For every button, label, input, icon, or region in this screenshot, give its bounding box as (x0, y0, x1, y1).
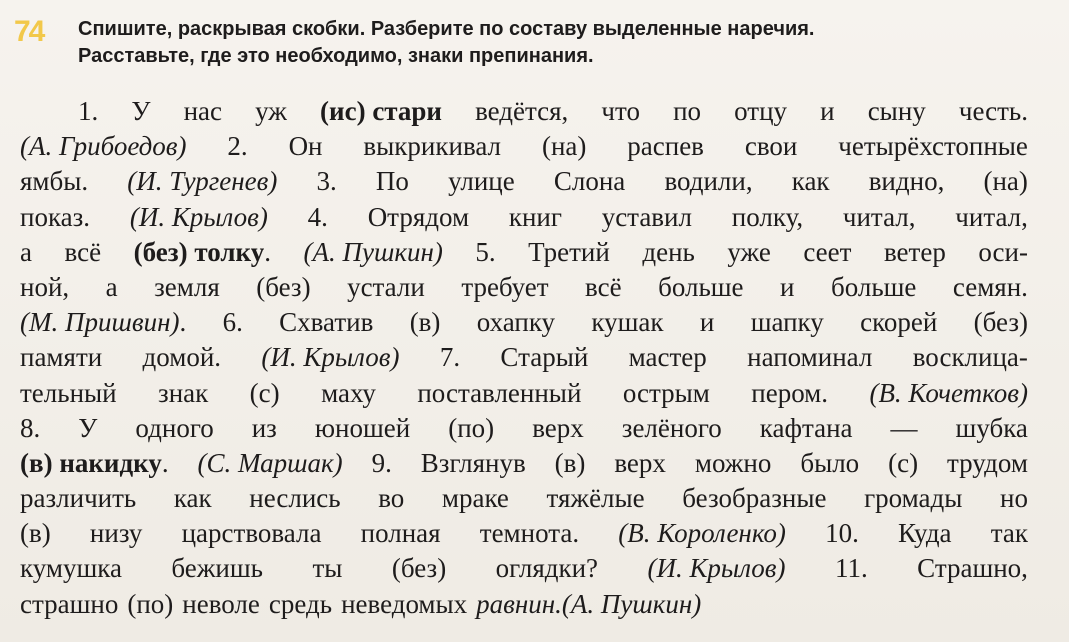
text-line (20, 411, 1028, 446)
word: уж (255, 96, 287, 126)
word: как (791, 166, 830, 197)
word: Он (288, 131, 323, 162)
word: знак (158, 377, 209, 408)
word: водили, (664, 166, 753, 197)
word: больше (830, 271, 917, 302)
word: напоминал (747, 342, 873, 373)
author-attribution: (В. Кочетков) (869, 377, 1028, 408)
word: юношей (314, 412, 411, 443)
highlighted-adverb: (ис) стари (320, 96, 442, 126)
word: Третий (528, 236, 610, 267)
word: поставленный (417, 377, 582, 408)
word: видно, (868, 166, 945, 197)
word: ведётся, (475, 96, 569, 126)
word: — (890, 412, 918, 443)
word: 7. (439, 342, 461, 373)
word-group (20, 446, 169, 481)
word: пером. (751, 377, 829, 408)
exercise-task (78, 16, 1048, 70)
task-line: Расставьте, где это необходимо, знаки препинания. (78, 45, 594, 67)
word: оси- (978, 236, 1028, 267)
text-line (20, 235, 1028, 270)
word: всё (64, 236, 102, 267)
word: 8. (20, 412, 41, 443)
word: из (251, 412, 277, 443)
text-line (20, 551, 1028, 586)
word-group (20, 305, 186, 340)
text-line (20, 516, 1028, 551)
word: полная (360, 518, 441, 549)
word: честь. (958, 96, 1028, 126)
word: зелёного (621, 412, 722, 443)
word: нас (183, 96, 223, 126)
word: кумушка (20, 553, 122, 584)
word: сеет (803, 236, 852, 267)
word: мастер (628, 342, 707, 373)
word: громады (864, 483, 963, 514)
word: распев (627, 131, 704, 162)
word: маху (321, 377, 376, 408)
word: и (699, 307, 715, 338)
text-line (20, 340, 1028, 375)
word: различить (20, 483, 137, 514)
word: (по) (127, 588, 174, 619)
word: средь (268, 588, 333, 619)
word: Куда (898, 518, 952, 549)
word: У (78, 412, 98, 443)
text-line (20, 94, 1028, 129)
word: ты (312, 553, 343, 584)
word: шапку (750, 307, 824, 338)
word: (без) (256, 271, 311, 302)
word: ямбы. (20, 166, 89, 197)
word: (на) (541, 131, 587, 162)
word: читал, (955, 201, 1028, 232)
word: семян. (952, 271, 1028, 302)
word: полку, (731, 201, 804, 232)
word: а (105, 271, 118, 302)
word: 3. (316, 166, 337, 197)
word: неволе (182, 588, 260, 619)
word: верх (614, 447, 666, 478)
text-line (20, 129, 1028, 164)
word: книг (508, 201, 562, 232)
word: одного (135, 412, 214, 443)
word: Схватив (279, 307, 374, 338)
word: (по) (448, 412, 495, 443)
word: кушак (591, 307, 664, 338)
word: У (131, 96, 151, 126)
word: уставил (601, 201, 692, 232)
word: и (780, 271, 795, 302)
text-line (20, 481, 1028, 516)
word: острым (622, 377, 710, 408)
punctuation: . (179, 307, 187, 338)
word: показ. (20, 201, 91, 232)
word: было (800, 447, 860, 478)
word: неслись (249, 483, 341, 514)
word: и (820, 96, 835, 126)
text-line (20, 305, 1028, 340)
word: уже (727, 236, 771, 267)
word: охапку (476, 307, 556, 338)
text-line (20, 270, 1028, 305)
word: устали (347, 271, 425, 302)
author-attribution: (И. Тургенев) (127, 166, 278, 197)
word: восклица- (912, 342, 1028, 373)
text-line (20, 446, 1028, 481)
word: (без) (973, 307, 1028, 338)
word: домой. (142, 342, 222, 373)
word: 11. (834, 553, 868, 584)
word: улице (448, 166, 515, 197)
word: читал, (842, 201, 916, 232)
word: Страшно, (917, 553, 1028, 584)
author-attribution: (С. Маршак) (197, 447, 343, 478)
author-attribution: (И. Крылов) (647, 553, 786, 584)
word: трудом (947, 447, 1028, 478)
word: безобразные (682, 483, 827, 514)
word: всё (585, 271, 622, 302)
word: земля (154, 271, 220, 302)
word: что (601, 96, 640, 126)
word: верх (532, 412, 584, 443)
word: (в) (554, 447, 586, 478)
word: больше (658, 271, 744, 302)
text-line (20, 376, 1028, 411)
word: 1. (78, 96, 99, 126)
word: памяти (20, 342, 103, 373)
word: (с) (249, 377, 280, 408)
word: шубка (955, 412, 1028, 443)
word: 6. (222, 307, 243, 338)
word: скорей (860, 307, 938, 338)
punctuation: . (264, 236, 271, 267)
text-line (20, 164, 1028, 199)
author-attribution: (В. Короленко) (618, 518, 786, 549)
word: во (378, 483, 405, 514)
exercise-text (20, 94, 1028, 622)
word: а (20, 236, 32, 267)
word: день (642, 236, 695, 267)
word: сыну (867, 96, 926, 126)
task-line: Спишите, раскрывая скобки. Разберите по составу выделенные наречия. (78, 18, 815, 40)
highlighted-adverb: (без) толку (133, 236, 265, 267)
word: темнота. (479, 518, 580, 549)
word: неведомых (341, 588, 468, 619)
author-attribution: (И. Крылов) (261, 342, 400, 373)
word: Взглянув (420, 447, 526, 478)
word: царствовала (181, 518, 322, 549)
word: Отрядом (367, 201, 470, 232)
word: так (990, 518, 1028, 549)
author-attribution: (А. Грибоедов) (20, 131, 187, 162)
word: кафтана (759, 412, 853, 443)
word: но (1000, 483, 1028, 514)
author-attribution: (М. Пришвин) (20, 307, 180, 338)
word: выкрикивал (363, 131, 502, 162)
word: требует (461, 271, 549, 302)
word: Старый (500, 342, 589, 373)
word: 2. (227, 131, 248, 162)
word: по (673, 96, 702, 126)
word: отцу (734, 96, 788, 126)
word: низу (89, 518, 143, 549)
word: свои (744, 131, 798, 162)
word: 10. (825, 518, 859, 549)
word: 5. (475, 236, 496, 267)
word: ветер (883, 236, 946, 267)
word: Слона (553, 166, 626, 197)
word: мраке (441, 483, 509, 514)
author-attribution: равнин.(А. Пушкин) (476, 588, 702, 619)
word: четырёхстопные (838, 131, 1028, 162)
word: По (375, 166, 409, 197)
punctuation: . (161, 447, 169, 478)
word: ной, (20, 271, 70, 302)
word: 4. (307, 201, 328, 232)
word: страшно (20, 588, 119, 619)
highlighted-adverb: (в) накидку (20, 447, 162, 478)
word: 9. (371, 447, 392, 478)
author-attribution: (И. Крылов) (129, 201, 268, 232)
text-line (20, 200, 1028, 235)
word: тельный (20, 377, 117, 408)
word: (с) (888, 447, 919, 478)
text-line (20, 587, 1028, 622)
word: (в) (409, 307, 441, 338)
word: оглядки? (495, 553, 599, 584)
word-group (134, 235, 271, 270)
word: (без) (391, 553, 447, 584)
word: тяжёлые (546, 483, 645, 514)
author-attribution: (А. Пушкин) (303, 236, 443, 267)
word: (на) (983, 166, 1028, 197)
word: можно (694, 447, 772, 478)
exercise-number: 74 (14, 15, 44, 48)
word: (в) (20, 518, 51, 549)
word: бежишь (171, 553, 263, 584)
word: как (173, 483, 212, 514)
